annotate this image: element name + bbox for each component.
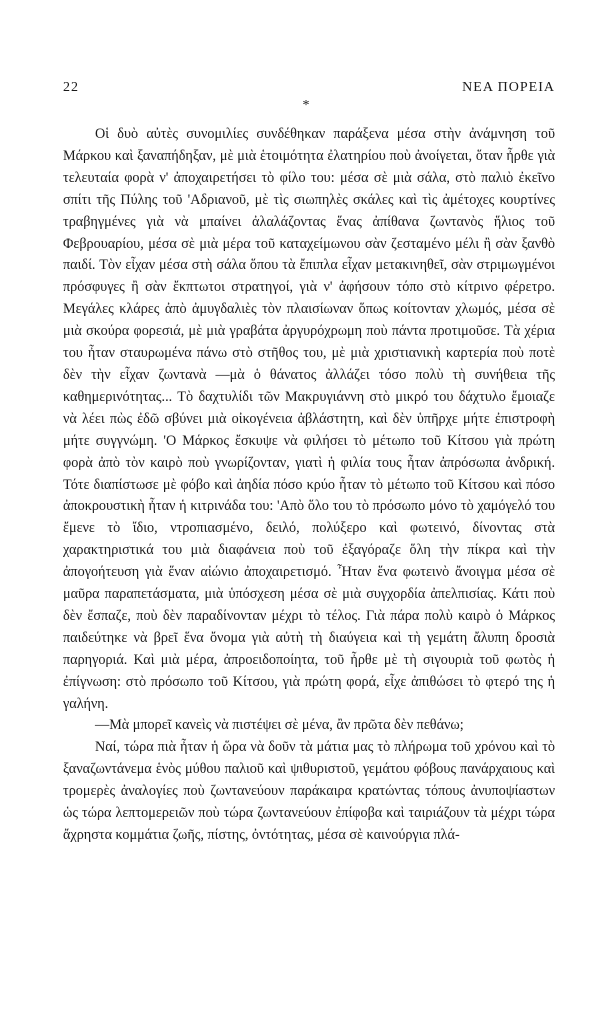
paragraph: Ναί, τώρα πιὰ ἦταν ἡ ὥρα νὰ δοῦν τὰ μάτια μας τὸ πλήρωμα τοῦ χρόνου καὶ τὸ ξαναζωντάνεμα ἑνὸς μύθου παλιοῦ καὶ ψιθυριστοῦ, γεμάτου φόβους πανάρχαιους καὶ τρομερὲς ἀναλογίες ποὺ ζωντανεύουν παράκαιρα κρατώντας τόπους ἀνυποψίαστων ὡς τώρα λεπτομερειῶν ποὺ τώρα ζωντανεύουν ἐπίφοβα καὶ ταιριάζουν τὰ μέχρι τώρα ἄχρηστα κομμάτια ζωῆς, πίστης, ὀντότητας, μέσα σὲ καινούργια πλά-: [63, 739, 555, 843]
body-text: [63, 124, 555, 847]
section-separator: *: [302, 98, 310, 113]
page-header: [63, 80, 555, 100]
running-title: ΝΕΑ ΠΟΡΕΙΑ: [462, 80, 555, 95]
paragraph: Οἱ δυὸ αὐτὲς συνομιλίες συνδέθηκαν παράξενα μέσα στὴν ἀνάμνηση τοῦ Μάρκου καὶ ξαναπήδηξαν, μὲ μιὰ ἑτοιμότητα ἐλατηρίου ποὺ ἀνοίγεται, ὅταν ἦρθε γιὰ τελευταία φορὰ ν' ἀποχαιρετήσει τὸ φίλο του: μέσα σὲ μιὰ σάλα, στὸ παλιὸ ἐκεῖνο σπίτι τῆς Πύλης τοῦ 'Αδριανοῦ, μὲ τὶς σιωπηλὲς σκάλες καὶ τὶς ἀμέτοχες κουρτίνες τραβηγμένες γιὰ νὰ μπαίνει ἀλαλάζοντας ἕνας ἀπίθανα ζωντανὸς ἥλιος τοῦ Φεβρουαρίου, μέσα σὲ μιὰ μέρα τοῦ καταχείμωνου σὰν ζεσταμένο μέλι ἢ σὰν ξανθὸ παιδί. Τὸν εἶχαν μέσα στὴ σάλα ὅπου τὰ ἔπιπλα εἶχαν μετακινηθεῖ, σὰν στριμωγμένοι πρόσφυγες ἢ σὰν ἔκπτωτοι στρατηγοί, γιὰ ν' ἀφήσουν τόπο στὸ κίτρινο φέρετρο. Μεγάλες κλάρες ἀπὸ ἀμυγδαλιὲς τὸν πλαισίωναν ὅπως κοίτονταν χλωμός, μέσα σὲ μιὰ σκούρα φορεσιά, μὲ μιὰ γραβάτα ἀργυρόχρωμη ποὺ πάντα προτιμοῦσε. Τὰ χέρια του ἦταν σταυρωμένα πάνω στὸ στῆθος του, μὲ μιὰ χριστιανικὴ καρτερία ποὺ ποτὲ δὲν τὴν εἶχαν ζωντανὰ —μὰ ὁ θάνατος ἀλλάζει τόσο πολὺ τὴ συνήθεια τῆς καθημερινότητας... Τὸ δαχτυλίδι τῶν Μακρυγιάννη στὸ μικρό του δάχτυλο ἔμοιαζε νὰ λέει πὼς ἐδῶ σβύνει μιὰ οἰκογένεια ἀβλάστητη, καὶ δὲν ὑπῆρχε μήτε ἐπιστροφὴ μήτε συγγνώμη. 'Ο Μάρκος ἔσκυψε νὰ φιλήσει τὸ μέτωπο τοῦ Κίτσου γιὰ πρώτη φορὰ ἀπὸ τὸν καιρὸ ποὺ γνωρίζονταν, γιατὶ ἡ φιλία τους ἦταν ἀπρόσωπα ἀνδρική. Τότε διαπίστωσε μὲ φόβο καὶ ἀηδία πόσο κρύο ἦταν τὸ μέτωπο τοῦ Κίτσου καὶ πόσο ἀποκρουστικὴ ἦταν ἡ κιτρινάδα του: 'Απὸ ὅλο του τὸ πρόσωπο μόνο τὸ χαμόγελό του ἔμενε τὸ ἴδιο, ντροπιασμένο, δειλό, πολύξερο καὶ φωτεινό, δίνοντας στὰ χαρακτηριστικά του μιὰ διαφάνεια ποὺ τοῦ ἐξαγόραζε ὅλη τὴν πίκρα καὶ τὴν ἀπογοήτευση γιὰ ἕναν αἰώνιο ἀποχαιρετισμό. Ἦταν ἕνα φωτεινὸ ἄνοιγμα μέσα σὲ μαῦρα παραπετάσματα, μιὰ ὑπόσχεση μέσα σὲ μιὰ συγχορδία ἀπελπισίας. Κάτι ποὺ δὲν ἔσπαζε, ποὺ δὲν παραδίνονταν μέχρι τὸ τέλος. Γιὰ πάρα πολὺ καιρὸ ὁ Μάρκος παιδεύτηκε νὰ βρεῖ ἕνα ὄνομα γιὰ αὐτὴ τὴ διαύγεια καὶ τὴ γεμάτη ἄλυπη δροσιὰ παρηγοριά. Καὶ μιὰ μέρα, ἀπροειδοποίητα, τοῦ ἦρθε μὲ τὴ σιγουριὰ τοῦ φωτὸς ἡ ἐπίγνωση: στὸ πρόσωπο τοῦ Κίτσου, γιὰ πρώτη φορά, εἶχε ἀπιθώσει τὸ φτερό της ἡ γαλήνη.: [63, 126, 555, 712]
paragraph: —Μὰ μπορεῖ κανεὶς νὰ πιστέψει σὲ μένα, ἂν πρῶτα δὲν πεθάνω;: [95, 717, 464, 734]
page-number: 22: [63, 80, 79, 95]
